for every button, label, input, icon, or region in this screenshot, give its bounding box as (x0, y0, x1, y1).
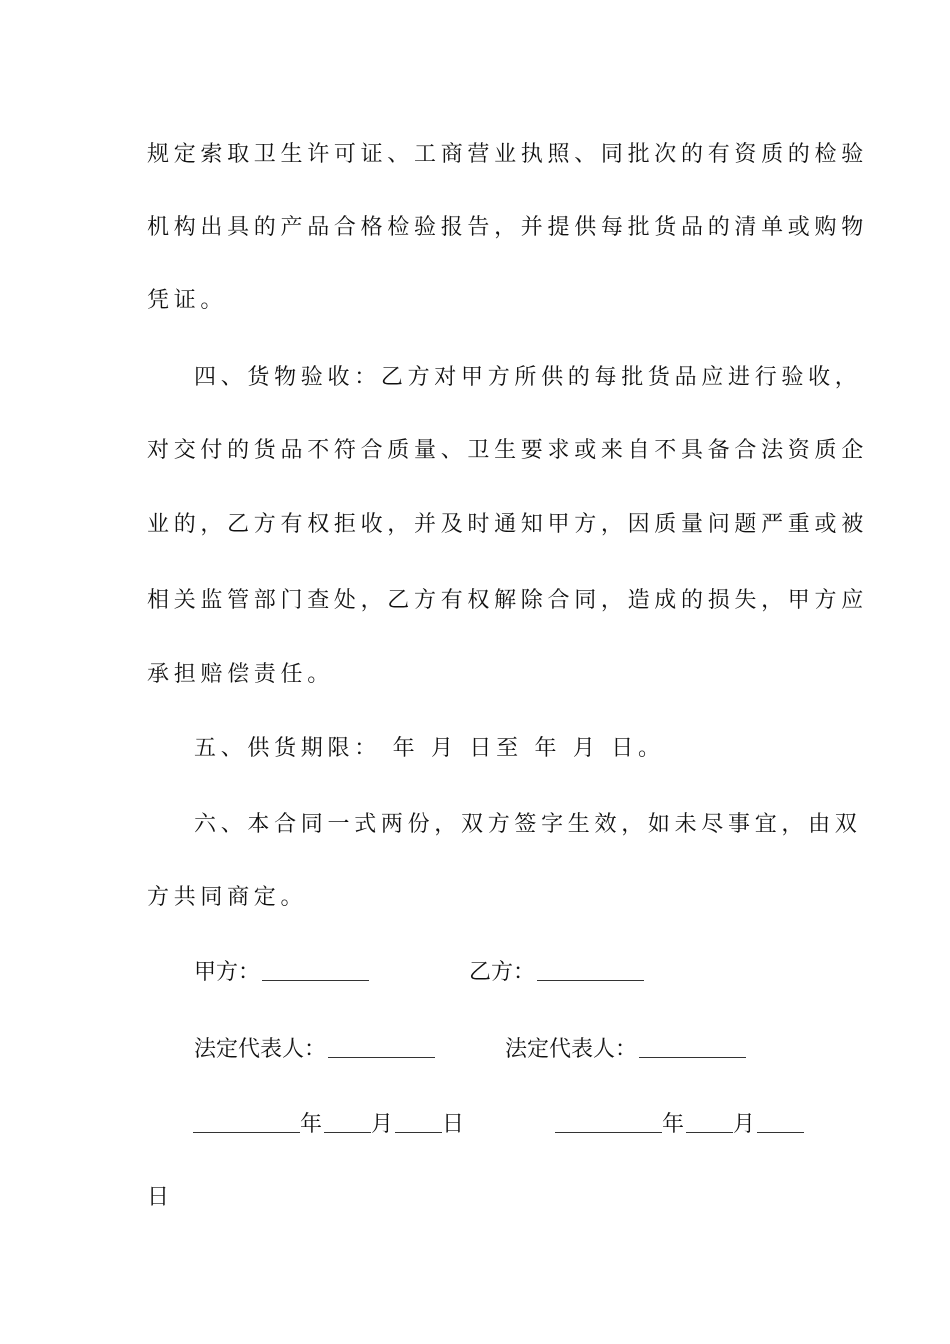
month-blank[interactable] (686, 1112, 733, 1133)
paragraph-line: 方共同商定。 (147, 885, 308, 910)
month-blank[interactable] (324, 1112, 371, 1133)
month-label: 月 (371, 1112, 394, 1137)
party-a-signature (194, 958, 369, 988)
rep-b-blank[interactable] (639, 1037, 746, 1058)
year-blank[interactable] (193, 1112, 300, 1133)
section-five-supply-period: 五、供货期限： 年 月 日至 年 月 日。 (194, 736, 665, 761)
day-blank[interactable] (757, 1112, 804, 1133)
party-b-representative (505, 1035, 746, 1065)
party-a-representative (194, 1035, 435, 1065)
day-label: 日 (442, 1112, 465, 1137)
paragraph-line: 机构出具的产品合格检验报告，并提供每批货品的清单或购物 (147, 215, 868, 240)
year-label: 年 (300, 1112, 323, 1137)
party-a-label: 甲方： (194, 960, 261, 985)
party-a-date (191, 1110, 464, 1140)
party-b-day-label: 日 (147, 1185, 170, 1210)
party-b-blank[interactable] (537, 960, 644, 981)
rep-a-blank[interactable] (328, 1037, 435, 1058)
paragraph-line: 对交付的货品不符合质量、卫生要求或来自不具备合法资质企 (147, 438, 868, 463)
party-b-date (553, 1110, 804, 1140)
paragraph-line: 规定索取卫生许可证、工商营业执照、同批次的有资质的检验 (147, 142, 868, 167)
section-four-heading-line: 四、货物验收：乙方对甲方所供的每批货品应进行验收， (194, 365, 862, 390)
year-blank[interactable] (555, 1112, 662, 1133)
paragraph-line: 凭证。 (147, 288, 228, 313)
party-b-label: 乙方： (469, 960, 536, 985)
paragraph-line: 相关监管部门查处，乙方有权解除合同，造成的损失，甲方应 (147, 588, 868, 613)
rep-a-label: 法定代表人： (194, 1037, 327, 1062)
month-label: 月 (733, 1112, 756, 1137)
section-six-heading-line: 六、本合同一式两份，双方签字生效，如未尽事宜，由双 (194, 812, 862, 837)
paragraph-line: 业的，乙方有权拒收，并及时通知甲方，因质量问题严重或被 (147, 512, 868, 537)
day-blank[interactable] (395, 1112, 442, 1133)
party-b-signature (469, 958, 644, 988)
year-label: 年 (662, 1112, 685, 1137)
paragraph-line: 承担赔偿责任。 (147, 662, 334, 687)
party-a-blank[interactable] (262, 960, 369, 981)
rep-b-label: 法定代表人： (505, 1037, 638, 1062)
